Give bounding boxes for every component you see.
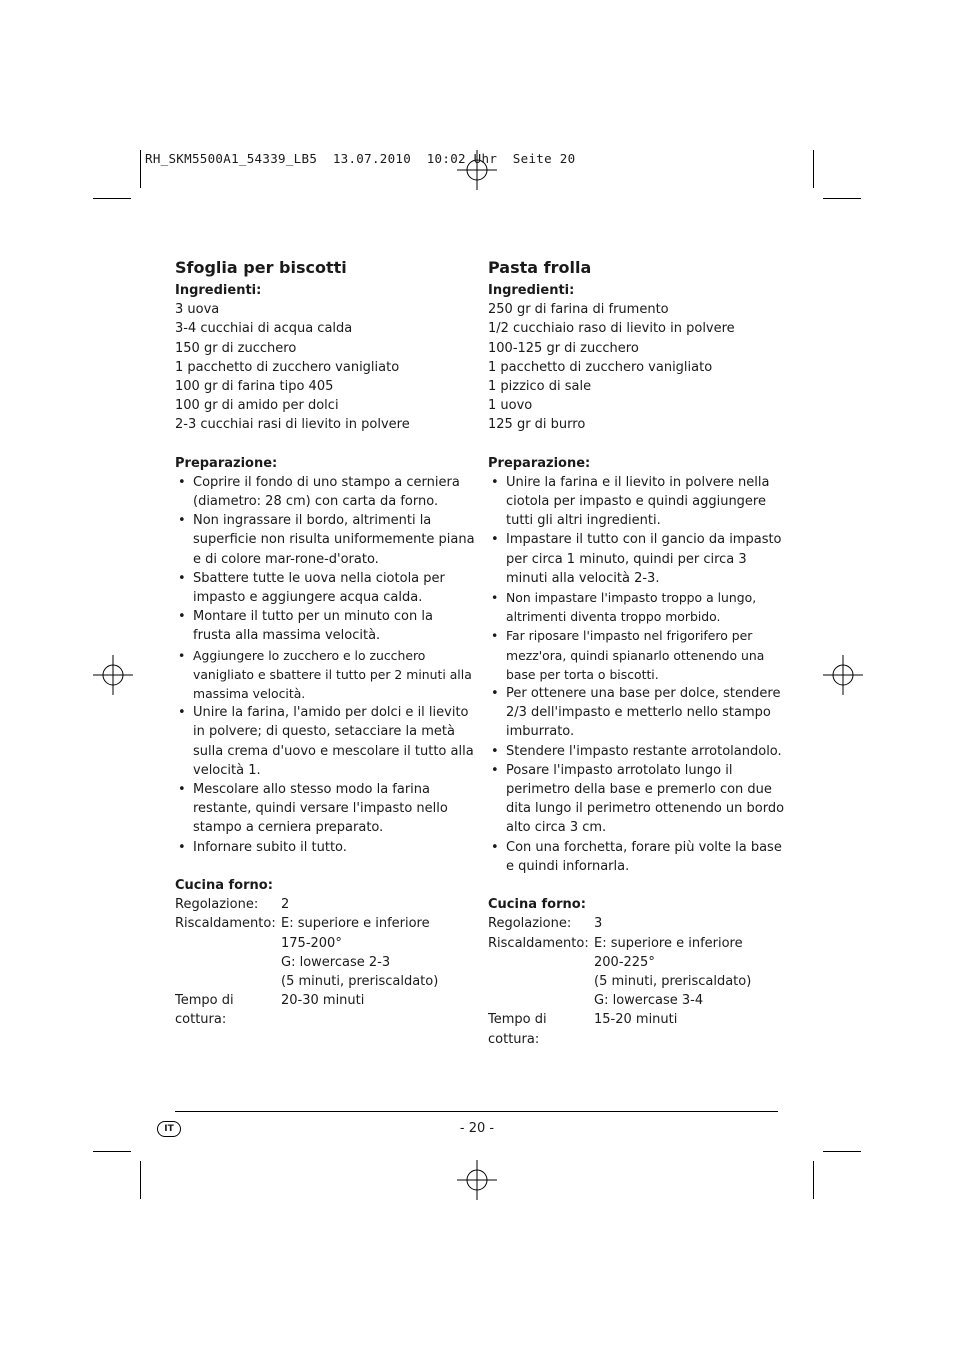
list-item: 100 gr di amido per dolci bbox=[175, 398, 339, 414]
oven-value: 3 bbox=[594, 916, 603, 932]
footer-divider bbox=[175, 1111, 778, 1112]
list-item: 3-4 cucchiai di acqua calda bbox=[175, 321, 353, 337]
oven-value: 20-30 minuti bbox=[281, 993, 365, 1009]
list-item: • Unire la farina e il lievito in polvere nella ciotola per impasto e quindi aggiungere tutti gli altri ingredienti. bbox=[488, 473, 788, 531]
list-item: • Sbattere tutte le uova nella ciotola per impasto e aggiungere acqua calda. bbox=[175, 569, 475, 607]
list-item: • Impastare il tutto con il gancio da impasto per circa 1 minuto, quindi per circa 3 minuti alla velocità 2-3. bbox=[488, 530, 788, 588]
oven-value: (5 minuti, preriscaldato) bbox=[281, 973, 439, 989]
oven-key: Tempo di cottura: bbox=[175, 993, 234, 1028]
oven-key: Tempo di cottura: bbox=[488, 1012, 547, 1047]
list-item: • Non ingrassare il bordo, altrimenti la superficie non risulta uniformemente piana e di colore mar-rone-d'orato. bbox=[175, 511, 475, 569]
list-item: • Non impastare l'impasto troppo a lungo, altrimenti diventa troppo morbido. bbox=[488, 588, 788, 626]
crop-mark bbox=[813, 150, 814, 188]
list-item: 1 uovo bbox=[488, 398, 533, 414]
list-item: 1 pacchetto di zucchero vanigliato bbox=[488, 359, 713, 375]
preparation-label: Preparazione: bbox=[488, 455, 591, 471]
list-item: 125 gr di burro bbox=[488, 417, 586, 433]
list-item: • Infornare subito il tutto. bbox=[175, 838, 475, 857]
crop-mark bbox=[93, 198, 131, 199]
recipe-sfoglia bbox=[175, 257, 475, 1030]
oven-key: Riscaldamento: bbox=[175, 916, 276, 932]
language-badge: IT bbox=[157, 1121, 181, 1137]
list-item: • Posare l'impasto arrotolato lungo il perimetro della base e premerlo con due dita lungo il perimetro ottenendo un bordo alto circa 3 cm. bbox=[488, 761, 788, 838]
oven-value: G: lowercase 2-3 bbox=[281, 954, 391, 970]
oven-key bbox=[488, 991, 594, 1010]
registration-mark-icon bbox=[823, 655, 863, 695]
oven-key bbox=[175, 953, 281, 972]
list-item: • Far riposare l'impasto nel frigorifero per mezz'ora, quindi spianarlo ottenendo una base per torta o biscotti. bbox=[488, 626, 788, 684]
oven-value: 2 bbox=[281, 897, 290, 913]
crop-mark bbox=[813, 1161, 814, 1199]
list-item: • Aggiungere lo zucchero e lo zucchero vanigliato e sbattere il tutto per 2 minuti alla massima velocità. bbox=[175, 646, 475, 704]
recipe-title: Sfoglia per biscotti bbox=[175, 258, 347, 277]
page-number: - 20 - bbox=[459, 1121, 495, 1136]
recipe-title: Pasta frolla bbox=[488, 258, 592, 277]
list-item: • Unire la farina, l'amido per dolci e il lievito in polvere; di questo, setacciare la metà sulla crema d'uovo e mescolare il tutto alla velocità 1. bbox=[175, 703, 475, 780]
oven-value: (5 minuti, preriscaldato) bbox=[594, 973, 752, 989]
ingredients-list bbox=[175, 300, 475, 434]
ingredients-label: Ingredienti: bbox=[175, 283, 262, 298]
crop-mark bbox=[823, 1151, 861, 1152]
list-item: 1 pacchetto di zucchero vanigliato bbox=[175, 359, 400, 375]
crop-mark bbox=[140, 150, 141, 188]
list-item: • Stendere l'impasto restante arrotolandolo. bbox=[488, 742, 788, 761]
oven-key bbox=[175, 972, 281, 991]
oven-settings bbox=[488, 914, 788, 1048]
list-item: • Coprire il fondo di uno stampo a cerniera (diametro: 28 cm) con carta da forno. bbox=[175, 473, 475, 511]
list-item: • Mescolare allo stesso modo la farina restante, quindi versare l'impasto nello stampo a cerniera preparato. bbox=[175, 780, 475, 838]
preparation-steps bbox=[488, 473, 788, 876]
oven-label: Cucina forno: bbox=[488, 897, 586, 913]
crop-mark bbox=[823, 198, 861, 199]
oven-value: 15-20 minuti bbox=[594, 1012, 678, 1028]
oven-value: 200-225° bbox=[594, 954, 655, 970]
oven-key: Riscaldamento: bbox=[488, 935, 589, 951]
preparation-label: Preparazione: bbox=[175, 455, 278, 471]
oven-key: Regolazione: bbox=[488, 916, 572, 932]
registration-mark-icon bbox=[457, 1160, 497, 1200]
oven-key bbox=[175, 934, 281, 953]
registration-mark-icon bbox=[93, 655, 133, 695]
ingredients-label: Ingredienti: bbox=[488, 283, 575, 298]
ingredients-list bbox=[488, 300, 788, 434]
crop-mark bbox=[140, 1161, 141, 1199]
list-item: 250 gr di farina di frumento bbox=[488, 302, 669, 318]
oven-value: G: lowercase 3-4 bbox=[594, 993, 704, 1009]
recipe-pasta-frolla bbox=[488, 257, 788, 1049]
oven-settings bbox=[175, 895, 475, 1029]
oven-key bbox=[488, 972, 594, 991]
oven-value: E: superiore e inferiore bbox=[281, 916, 430, 932]
list-item: • Montare il tutto per un minuto con la frusta alla massima velocità. bbox=[175, 607, 475, 645]
list-item: 3 uova bbox=[175, 302, 220, 318]
preparation-steps bbox=[175, 473, 475, 857]
list-item: 150 gr di zucchero bbox=[175, 340, 297, 356]
list-item: 2-3 cucchiai rasi di lievito in polvere bbox=[175, 417, 410, 433]
list-item: 100 gr di farina tipo 405 bbox=[175, 379, 334, 395]
list-item: 1/2 cucchiaio raso di lievito in polvere bbox=[488, 321, 735, 337]
oven-key: Regolazione: bbox=[175, 897, 259, 913]
crop-mark bbox=[93, 1151, 131, 1152]
print-slug: RH_SKM5500A1_54339_LB5 13.07.2010 10:02 Uhr Seite 20 bbox=[145, 151, 576, 166]
list-item: 1 pizzico di sale bbox=[488, 379, 592, 395]
oven-label: Cucina forno: bbox=[175, 877, 273, 893]
oven-value: E: superiore e inferiore bbox=[594, 935, 743, 951]
list-item: • Con una forchetta, forare più volte la base e quindi infornarla. bbox=[488, 838, 788, 876]
list-item: • Per ottenere una base per dolce, stendere 2/3 dell'impasto e metterlo nello stampo imburrato. bbox=[488, 684, 788, 742]
list-item: 100-125 gr di zucchero bbox=[488, 340, 639, 356]
oven-value: 175-200° bbox=[281, 935, 342, 951]
oven-key bbox=[488, 953, 594, 972]
